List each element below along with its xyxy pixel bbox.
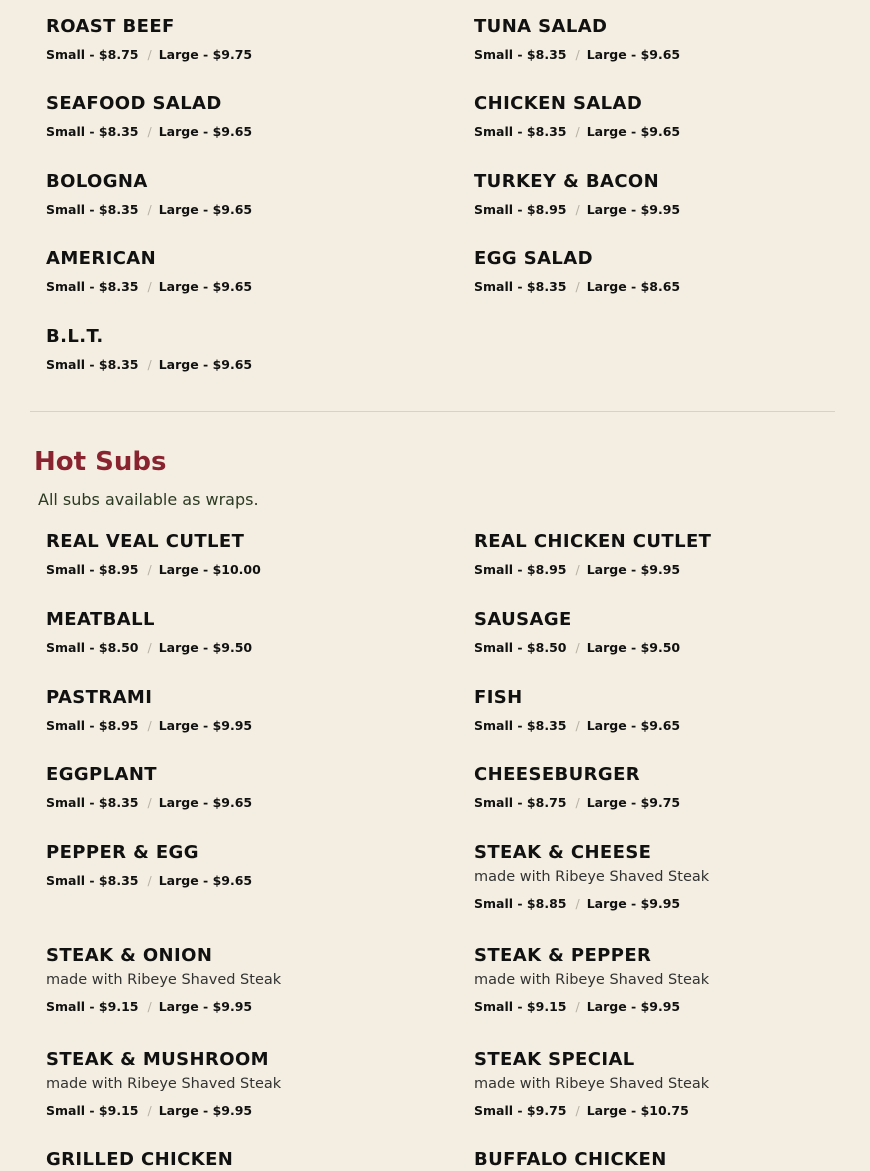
menu-item	[474, 1149, 870, 1171]
small-price: Small - $8.95	[474, 562, 567, 577]
menu-item	[474, 171, 870, 218]
large-price: Large - $9.95	[158, 718, 253, 733]
small-price: Small - $9.15	[46, 1103, 139, 1118]
price-separator: /	[575, 279, 580, 294]
large-price: Large - $9.95	[586, 562, 681, 577]
item-prices	[474, 124, 870, 140]
item-prices	[46, 873, 446, 889]
item-prices	[46, 357, 446, 373]
small-price: Small - $8.85	[474, 896, 567, 911]
item-prices	[46, 999, 446, 1015]
small-price: Small - $8.50	[46, 640, 139, 655]
menu-item	[46, 842, 446, 889]
price-separator: /	[147, 718, 152, 733]
item-name: SAUSAGE	[474, 609, 572, 630]
item-prices	[46, 640, 446, 656]
menu-item	[46, 531, 446, 578]
menu-item	[46, 93, 446, 140]
item-prices	[474, 640, 870, 656]
item-prices	[46, 795, 446, 811]
large-price: Large - $9.65	[158, 873, 253, 888]
item-name: CHICKEN SALAD	[474, 93, 643, 114]
item-name: EGGPLANT	[46, 764, 157, 785]
price-separator: /	[575, 124, 580, 139]
item-prices	[474, 47, 870, 63]
menu-item	[474, 687, 870, 734]
price-separator: /	[147, 873, 152, 888]
item-name: TURKEY & BACON	[474, 171, 660, 192]
item-prices	[474, 718, 870, 734]
item-name: AMERICAN	[46, 248, 157, 269]
item-name: PASTRAMI	[46, 687, 153, 708]
section-divider	[30, 411, 835, 412]
item-name: SEAFOOD SALAD	[46, 93, 222, 114]
price-separator: /	[147, 640, 152, 655]
menu-item	[474, 248, 870, 295]
item-name: STEAK & CHEESE	[474, 842, 652, 863]
item-prices	[46, 124, 446, 140]
small-price: Small - $8.75	[474, 795, 567, 810]
section-note: All subs available as wraps.	[38, 490, 259, 509]
small-price: Small - $8.35	[46, 795, 139, 810]
price-separator: /	[575, 562, 580, 577]
menu-item	[46, 248, 446, 295]
item-prices	[474, 202, 870, 218]
item-prices	[474, 279, 870, 295]
item-prices	[46, 47, 446, 63]
price-separator: /	[147, 999, 152, 1014]
large-price: Large - $9.95	[586, 896, 681, 911]
price-separator: /	[575, 202, 580, 217]
large-price: Large - $9.50	[158, 640, 253, 655]
item-name: PEPPER & EGG	[46, 842, 199, 863]
menu-item	[474, 609, 870, 656]
small-price: Small - $8.35	[474, 718, 567, 733]
item-prices	[474, 896, 870, 912]
item-description: made with Ribeye Shaved Steak	[474, 869, 710, 885]
menu-item	[46, 609, 446, 656]
item-name: REAL CHICKEN CUTLET	[474, 531, 712, 552]
large-price: Large - $8.65	[586, 279, 681, 294]
price-separator: /	[147, 357, 152, 372]
item-description: made with Ribeye Shaved Steak	[474, 972, 710, 988]
price-separator: /	[575, 1103, 580, 1118]
item-prices	[474, 795, 870, 811]
menu-item	[46, 16, 446, 63]
item-prices	[46, 279, 446, 295]
item-name: STEAK & PEPPER	[474, 945, 652, 966]
item-name: ROAST BEEF	[46, 16, 175, 37]
item-name: CHEESEBURGER	[474, 764, 641, 785]
item-description: made with Ribeye Shaved Steak	[474, 1076, 710, 1092]
price-separator: /	[147, 562, 152, 577]
menu-item	[46, 1149, 446, 1171]
menu-item	[474, 531, 870, 578]
menu-item	[474, 842, 870, 912]
section-title: Hot Subs	[34, 447, 167, 477]
menu-item	[46, 1049, 446, 1119]
small-price: Small - $9.75	[474, 1103, 567, 1118]
small-price: Small - $8.35	[46, 202, 139, 217]
item-name: BOLOGNA	[46, 171, 148, 192]
menu-item	[474, 16, 870, 63]
price-separator: /	[575, 896, 580, 911]
large-price: Large - $9.65	[158, 279, 253, 294]
menu-item	[46, 764, 446, 811]
price-separator: /	[575, 47, 580, 62]
large-price: Large - $9.65	[586, 718, 681, 733]
item-prices	[46, 1103, 446, 1119]
small-price: Small - $8.75	[46, 47, 139, 62]
large-price: Large - $9.95	[158, 1103, 253, 1118]
small-price: Small - $8.35	[46, 357, 139, 372]
large-price: Large - $9.65	[586, 124, 681, 139]
price-separator: /	[147, 795, 152, 810]
small-price: Small - $8.95	[46, 718, 139, 733]
item-prices	[46, 562, 446, 578]
item-prices	[474, 562, 870, 578]
large-price: Large - $9.95	[158, 999, 253, 1014]
menu-item	[46, 326, 446, 373]
small-price: Small - $8.35	[474, 124, 567, 139]
item-name: MEATBALL	[46, 609, 155, 630]
price-separator: /	[575, 640, 580, 655]
large-price: Large - $9.95	[586, 999, 681, 1014]
large-price: Large - $10.75	[586, 1103, 689, 1118]
item-prices	[46, 718, 446, 734]
large-price: Large - $9.65	[158, 124, 253, 139]
menu-item	[46, 687, 446, 734]
price-separator: /	[147, 1103, 152, 1118]
price-separator: /	[575, 718, 580, 733]
small-price: Small - $8.35	[46, 124, 139, 139]
price-separator: /	[147, 47, 152, 62]
large-price: Large - $9.50	[586, 640, 681, 655]
large-price: Large - $9.95	[586, 202, 681, 217]
item-description: made with Ribeye Shaved Steak	[46, 972, 282, 988]
item-name: STEAK SPECIAL	[474, 1049, 635, 1070]
small-price: Small - $9.15	[474, 999, 567, 1014]
large-price: Large - $9.65	[158, 202, 253, 217]
item-name: TUNA SALAD	[474, 16, 608, 37]
large-price: Large - $10.00	[158, 562, 261, 577]
item-name: GRILLED CHICKEN	[46, 1149, 234, 1170]
large-price: Large - $9.75	[158, 47, 253, 62]
small-price: Small - $8.35	[46, 279, 139, 294]
item-name: STEAK & ONION	[46, 945, 213, 966]
large-price: Large - $9.65	[586, 47, 681, 62]
small-price: Small - $9.15	[46, 999, 139, 1014]
item-prices	[474, 1103, 870, 1119]
menu-item	[46, 171, 446, 218]
item-name: FISH	[474, 687, 523, 708]
small-price: Small - $8.95	[474, 202, 567, 217]
menu-item	[474, 1049, 870, 1119]
item-prices	[46, 202, 446, 218]
menu-item	[474, 945, 870, 1015]
price-separator: /	[575, 999, 580, 1014]
small-price: Small - $8.35	[474, 47, 567, 62]
price-separator: /	[147, 124, 152, 139]
menu-item	[474, 764, 870, 811]
small-price: Small - $8.95	[46, 562, 139, 577]
small-price: Small - $8.35	[46, 873, 139, 888]
item-name: STEAK & MUSHROOM	[46, 1049, 269, 1070]
price-separator: /	[575, 795, 580, 810]
item-name: EGG SALAD	[474, 248, 593, 269]
item-prices	[474, 999, 870, 1015]
item-name: B.L.T.	[46, 326, 104, 347]
item-name: REAL VEAL CUTLET	[46, 531, 245, 552]
price-separator: /	[147, 202, 152, 217]
small-price: Small - $8.50	[474, 640, 567, 655]
item-description: made with Ribeye Shaved Steak	[46, 1076, 282, 1092]
item-name: BUFFALO CHICKEN	[474, 1149, 667, 1170]
small-price: Small - $8.35	[474, 279, 567, 294]
large-price: Large - $9.75	[586, 795, 681, 810]
large-price: Large - $9.65	[158, 795, 253, 810]
price-separator: /	[147, 279, 152, 294]
large-price: Large - $9.65	[158, 357, 253, 372]
menu-item	[474, 93, 870, 140]
menu-item	[46, 945, 446, 1015]
